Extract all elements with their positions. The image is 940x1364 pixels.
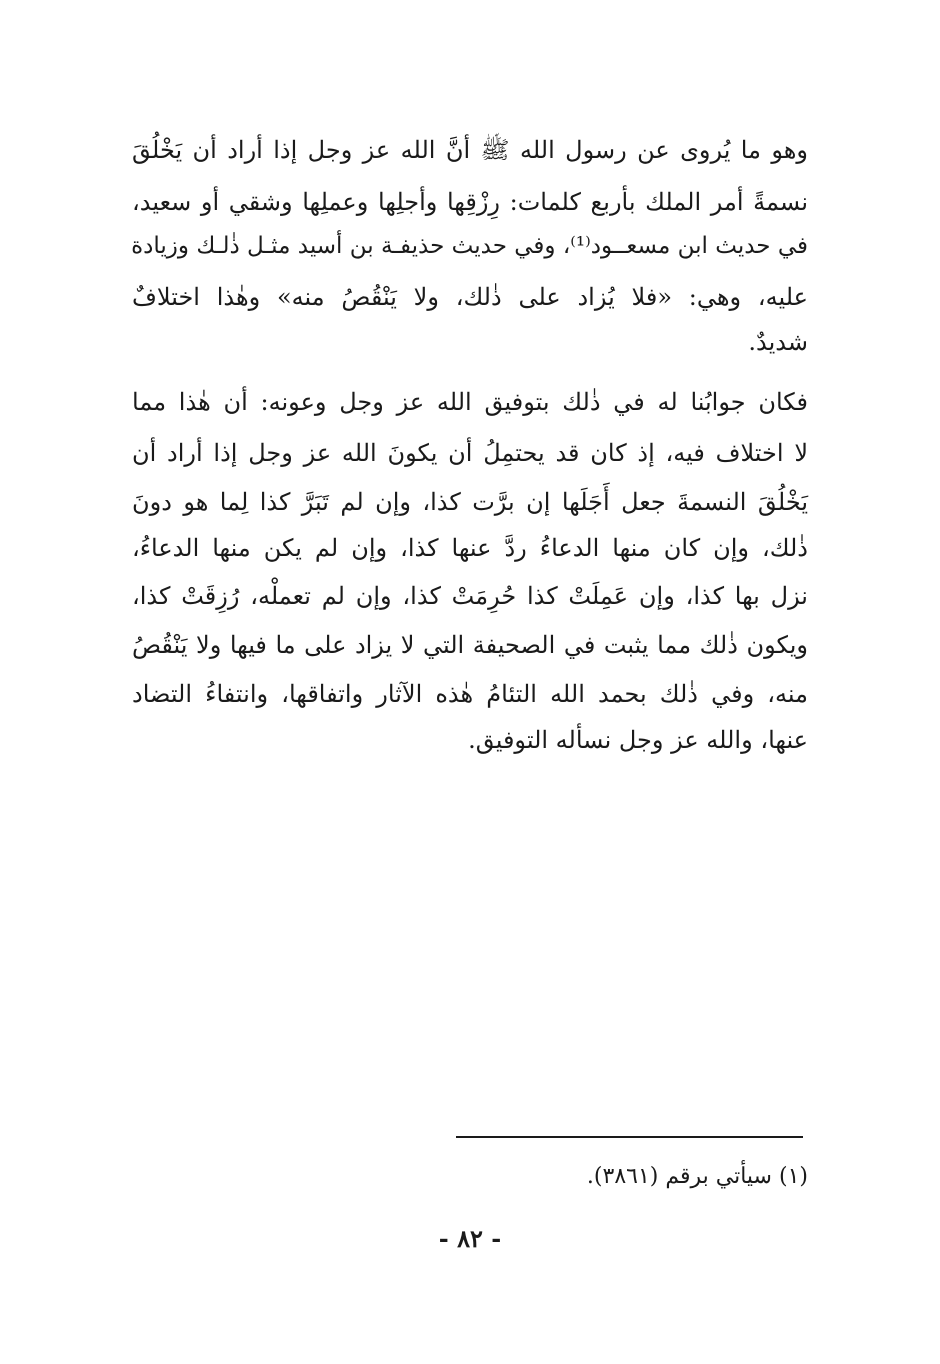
footnote-separator — [456, 1136, 803, 1138]
paragraph-2-line-1: فكان جوابُنا له في ذٰلك بتوفيق الله عز وجل وعونه: أن هٰذا مما — [132, 388, 808, 416]
paragraph-1-line-2: نسمةً أمر الملك بأربع كلمات: رِزْقِها وأجلِها وعملِها وشقي أو سعيد، — [132, 188, 809, 216]
paragraph-2-line-3: يَخْلُقَ النسمةَ جعل أَجَلَها إن برَّت كذا، وإن لم تَبَرَّ كذا لِما هو دونَ — [132, 488, 808, 516]
paragraph-1-line-4: عليه، وهي: «فلا يُزاد على ذٰلك، ولا يَنْقُصُ منه» وهٰذا اختلافٌ — [132, 283, 808, 311]
paragraph-2-line-2: لا اختلاف فيه، إذ كان قد يحتمِلُ أن يكونَ الله عز وجل إذا أراد أن — [132, 439, 808, 467]
paragraph-2-line-6: ويكون ذٰلك مما يثبت في الصحيفة التي لا يزاد على ما فيها ولا يَنْقُصُ — [132, 631, 808, 659]
paragraph-1-line-3: في حديث ابن مسعــود⁽¹⁾، وفي حديث حذيفـة بن أسيد مثـل ذٰلـك وزيادة — [131, 233, 808, 259]
paragraph-2-line-5: نزل بها كذا، وإن عَمِلَتْ كذا حُرِمَتْ كذا، وإن لم تعملْه، رُزِقَتْ كذا، — [132, 582, 808, 610]
page-number: - ٨٢ - — [438, 1224, 502, 1253]
footnote: (١) سيأتي برقم (٣٨٦١). — [586, 1164, 808, 1189]
paragraph-2-line-4: ذٰلك، وإن كان منها الدعاءُ ردَّ عنها كذا، وإن لم يكن منها الدعاءُ، — [132, 534, 808, 562]
paragraph-2-line-8: عنها، والله عز وجل نسأله التوفيق. — [468, 726, 808, 754]
paragraph-2-line-7: منه، وفي ذٰلك بحمد الله التئامُ هٰذه الآثار واتفاقها، وانتفاءُ التضاد — [132, 680, 808, 708]
paragraph-1-line-5: شديدٌ. — [748, 328, 808, 356]
paragraph-1-line-1: وهو ما يُروى عن رسول الله ﷺ أنَّ الله عز وجل إذا أراد أن يَخْلُقَ — [132, 136, 808, 164]
